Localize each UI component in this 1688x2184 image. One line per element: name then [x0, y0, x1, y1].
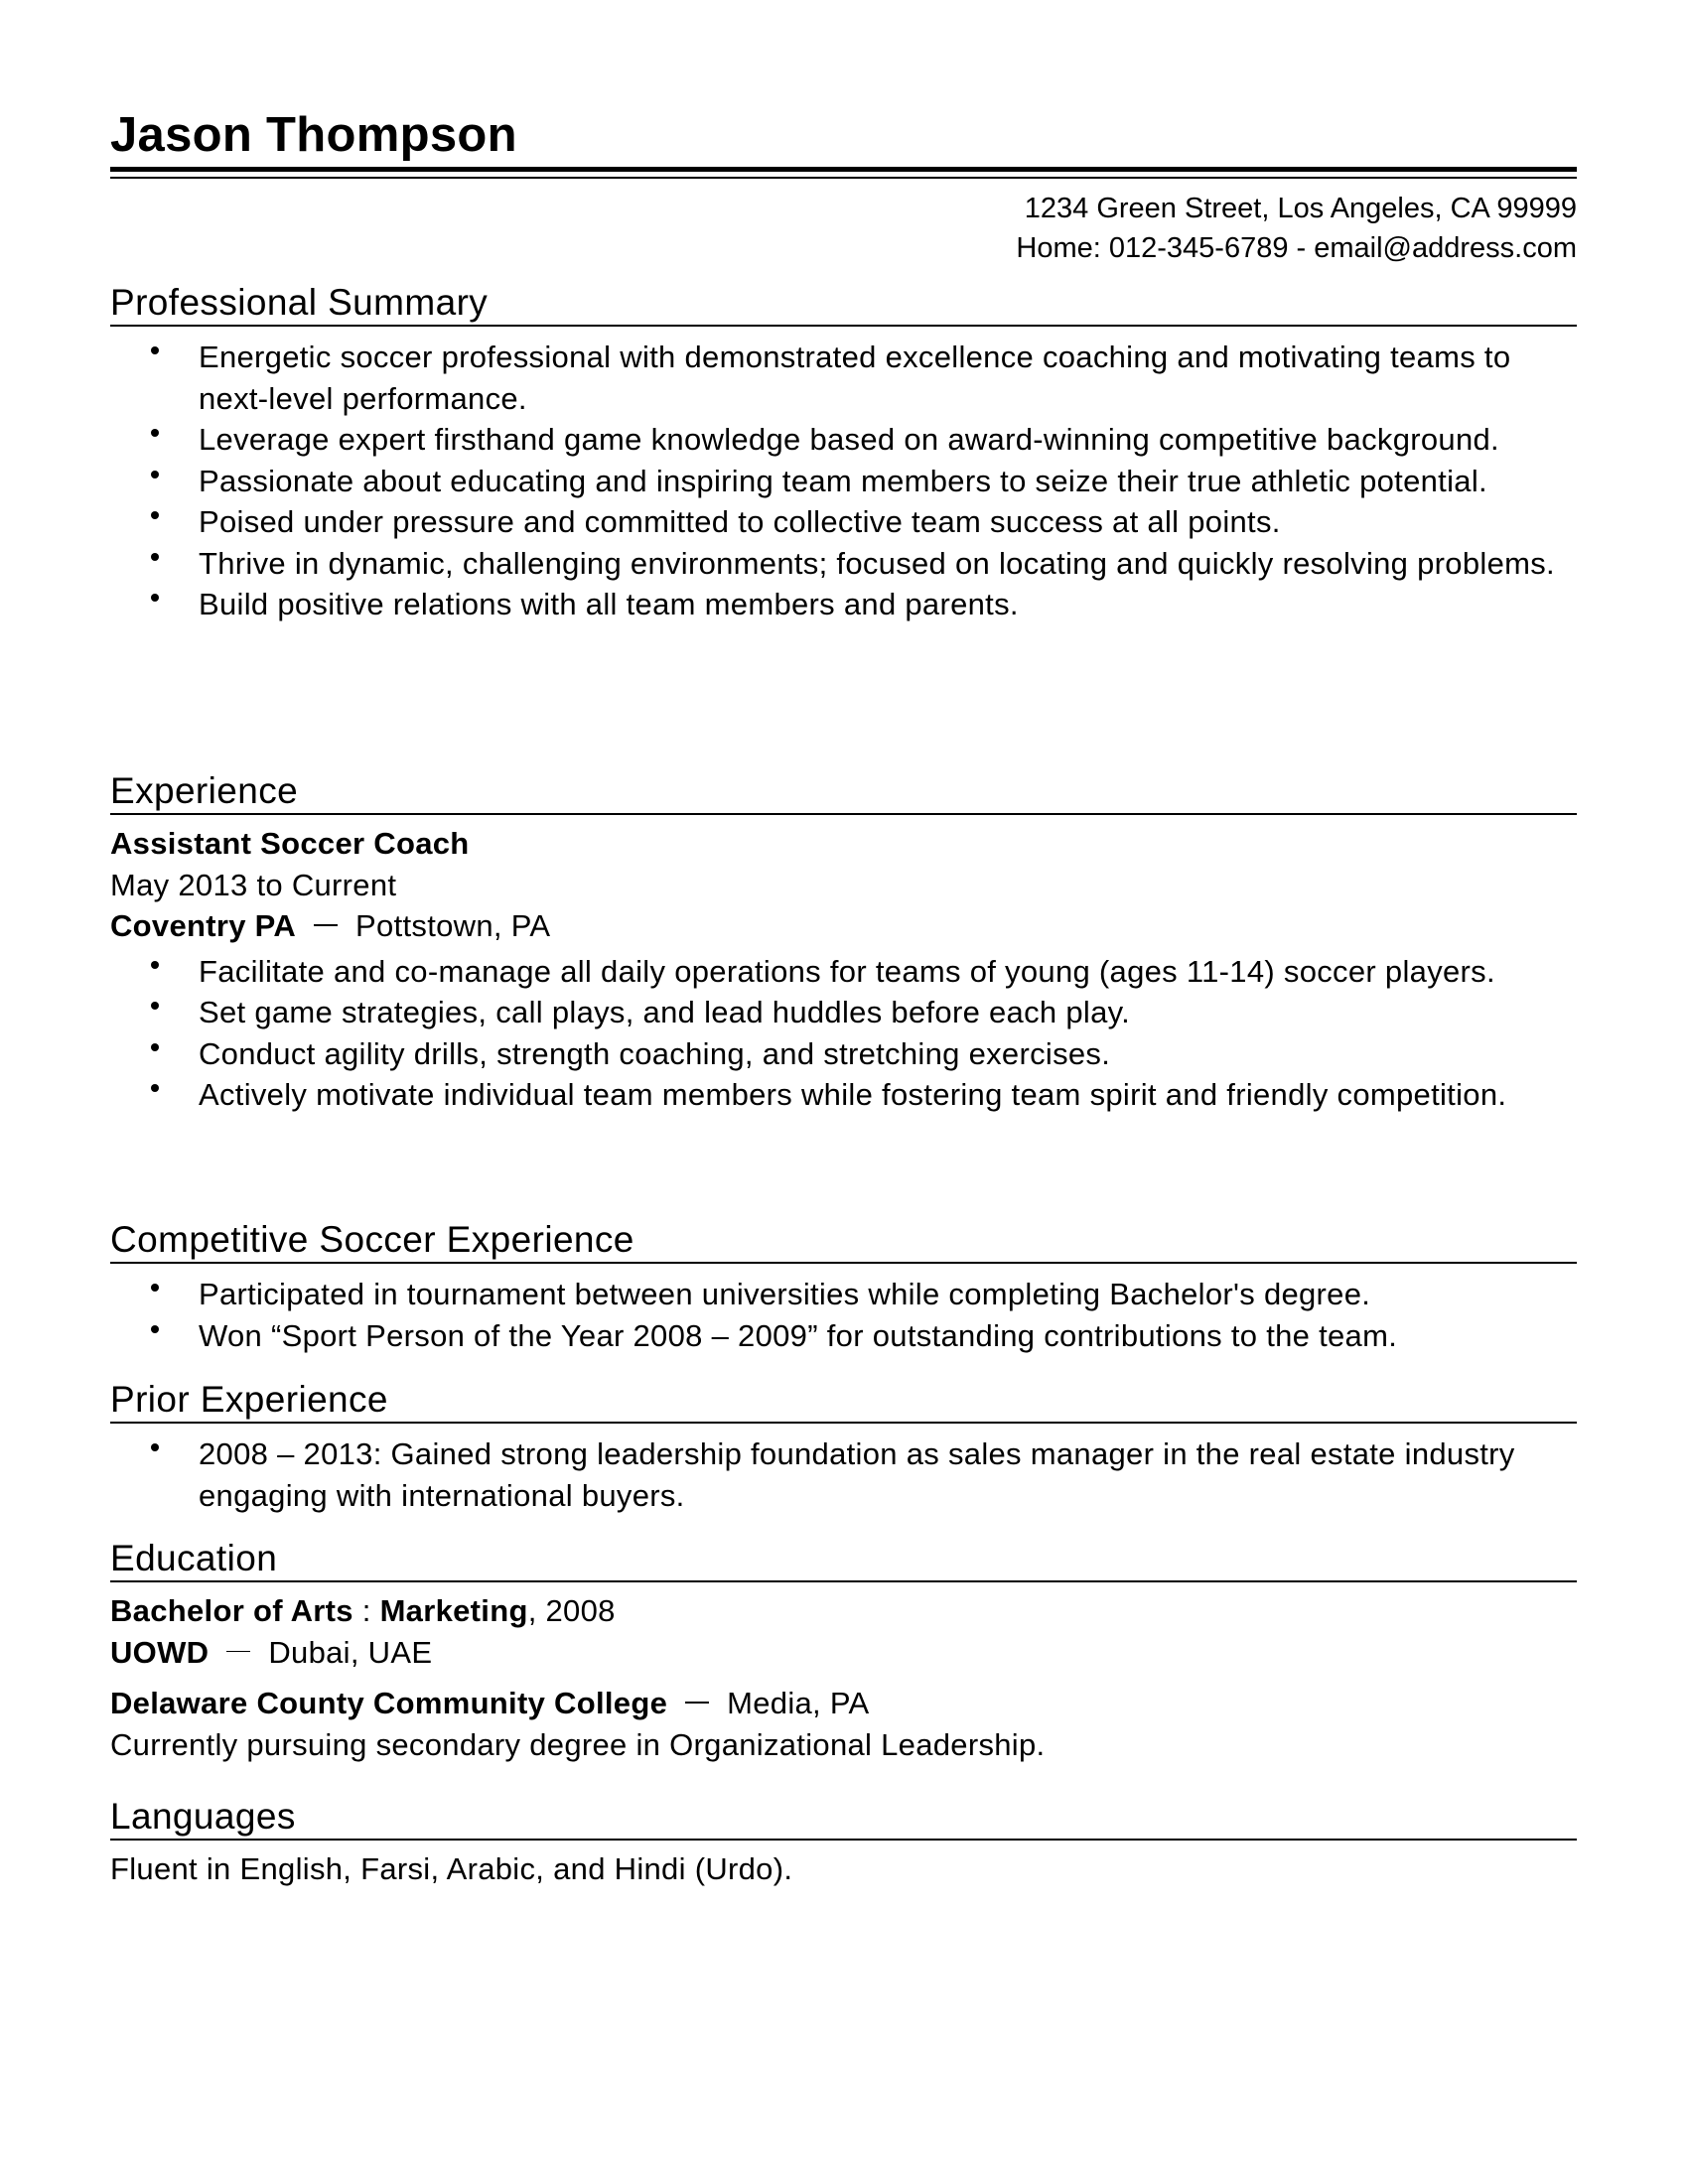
- experience-item: Set game strategies, call plays, and lead huddles before each play.: [110, 992, 1577, 1033]
- experience-item: Facilitate and co-manage all daily operations for teams of young (ages 11-14) soccer players.: [110, 951, 1577, 993]
- bullet-icon: [151, 1284, 159, 1292]
- school1-name: UOWD: [110, 1634, 210, 1670]
- competitive-list: [110, 1274, 1577, 1356]
- contact-block: [1016, 189, 1577, 268]
- degree-year: , 2008: [527, 1593, 616, 1628]
- section-summary: [110, 281, 1577, 625]
- competitive-item: Participated in tournament between universities while completing Bachelor's degree.: [110, 1274, 1577, 1315]
- school1-location: Dubai, UAE: [268, 1634, 433, 1670]
- competitive-item: Won “Sport Person of the Year 2008 – 2009” for outstanding contributions to the team.: [110, 1315, 1577, 1357]
- job-dates: May 2013 to Current: [110, 867, 397, 902]
- contact-address: 1234 Green Street, Los Angeles, CA 99999: [1024, 193, 1577, 224]
- bullet-icon: [151, 961, 159, 969]
- section-heading-summary: Professional Summary: [110, 281, 1577, 327]
- school2-location: Media, PA: [727, 1686, 870, 1720]
- bullet-icon: [151, 1043, 159, 1051]
- summary-item: Passionate about educating and inspiring team members to seize their true athletic potential.: [110, 461, 1577, 502]
- prior-item: 2008 – 2013: Gained strong leadership foundation as sales manager in the real estate industry engaging with international buyers.: [110, 1433, 1577, 1516]
- employer-name: Coventry PA: [110, 908, 297, 943]
- bullet-icon: [151, 1002, 159, 1010]
- summary-item: Leverage expert firsthand game knowledge based on award-winning competitive background.: [110, 419, 1577, 461]
- bullet-icon: [151, 594, 159, 602]
- section-heading-education: Education: [110, 1537, 1577, 1582]
- header-rule-thin: [110, 177, 1577, 179]
- bullet-icon: [151, 553, 159, 561]
- section-prior: [110, 1378, 1577, 1516]
- degree-line: [110, 1590, 1577, 1632]
- summary-item: Poised under pressure and committed to collective team success at all points.: [110, 501, 1577, 543]
- section-competitive: [110, 1218, 1577, 1356]
- school2-name: Delaware County Community College: [110, 1686, 668, 1720]
- summary-item: Build positive relations with all team members and parents.: [110, 584, 1577, 625]
- job-title: Assistant Soccer Coach: [110, 826, 470, 861]
- experience-item: Actively motivate individual team members while fostering team spirit and friendly competition.: [110, 1074, 1577, 1116]
- bullet-icon: [151, 1325, 159, 1333]
- header-rule-thick: [110, 167, 1577, 172]
- section-experience: [110, 769, 1577, 1116]
- dash-separator: [685, 1702, 709, 1704]
- dash-separator: [314, 924, 338, 926]
- degree-name: Bachelor of Arts: [110, 1593, 353, 1628]
- section-heading-experience: Experience: [110, 769, 1577, 815]
- summary-item: Energetic soccer professional with demonstrated excellence coaching and motivating teams to next-level performance.: [110, 337, 1577, 419]
- summary-item: Thrive in dynamic, challenging environments; focused on locating and quickly resolving problems.: [110, 543, 1577, 585]
- degree-major: Marketing: [379, 1593, 528, 1628]
- employer-location: Pottstown, PA: [355, 908, 551, 943]
- bullet-icon: [151, 429, 159, 437]
- bullet-icon: [151, 1443, 159, 1451]
- education-note: Currently pursuing secondary degree in Organizational Leadership.: [110, 1726, 1046, 1762]
- experience-list: [110, 951, 1577, 1116]
- languages-text: Fluent in English, Farsi, Arabic, and Hindi (Urdo).: [110, 1851, 793, 1886]
- section-heading-prior: Prior Experience: [110, 1378, 1577, 1424]
- prior-list: [110, 1433, 1577, 1516]
- contact-phone-email: Home: 012-345-6789 - email@address.com: [1016, 232, 1577, 264]
- bullet-icon: [151, 346, 159, 354]
- job-employer-line: [110, 905, 1577, 947]
- experience-item: Conduct agility drills, strength coaching, and stretching exercises.: [110, 1033, 1577, 1075]
- section-languages: [110, 1795, 1577, 1890]
- section-heading-languages: Languages: [110, 1795, 1577, 1841]
- summary-list: [110, 337, 1577, 625]
- bullet-icon: [151, 1084, 159, 1092]
- school1-line: [110, 1632, 1577, 1674]
- bullet-icon: [151, 471, 159, 478]
- candidate-name: Jason Thompson: [110, 108, 517, 162]
- section-heading-competitive: Competitive Soccer Experience: [110, 1218, 1577, 1264]
- dash-separator: [226, 1651, 250, 1653]
- degree-separator: :: [352, 1593, 380, 1628]
- bullet-icon: [151, 511, 159, 519]
- school2-line: [110, 1683, 1577, 1724]
- section-education: [110, 1537, 1577, 1765]
